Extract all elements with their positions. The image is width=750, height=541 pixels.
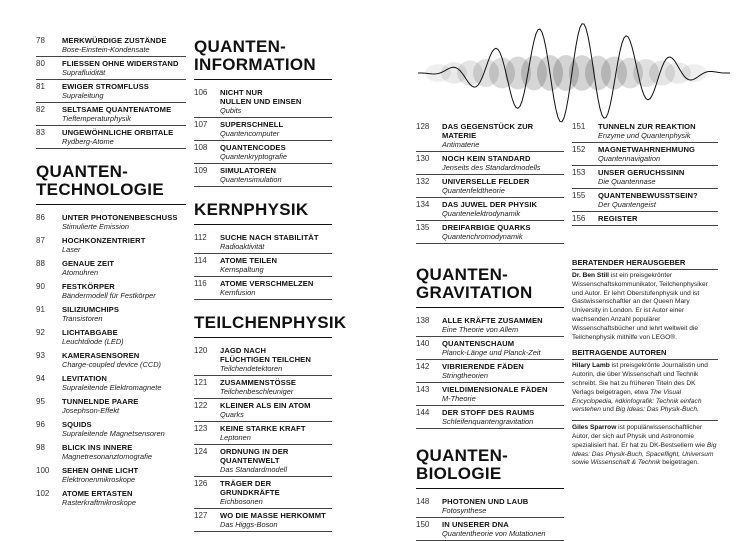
teilchenphysik-list [194, 344, 332, 532]
page-number: 122 [194, 401, 208, 410]
contents-entry [416, 495, 564, 518]
entry-title: QUANTENSCHAUM [442, 339, 515, 348]
entry-title: HOCHKONZENTRIERT [62, 236, 146, 245]
entry-title: TUNNELNDE PAARE [62, 397, 139, 406]
entry-subtitle: Quantennavigation [598, 154, 661, 163]
page-number: 124 [194, 447, 208, 456]
author1-title2: Big Ideas: Das Physik-Buch. [615, 406, 699, 414]
page-number: 123 [194, 424, 208, 433]
contents-entry [572, 212, 718, 226]
page-number: 132 [416, 177, 430, 186]
entry-title: VIBRIERENDE FÄDEN [442, 362, 524, 371]
entry-title: DAS JUWEL DER PHYSIK [442, 200, 538, 209]
entry-subtitle: Enzyme und Quantenphysik [598, 131, 691, 140]
entry-subtitle: Eine Theorie von Allem [442, 325, 519, 334]
page-number: 108 [194, 143, 208, 152]
entry-subtitle: Teilchenbeschleuniger [220, 387, 294, 396]
contents-entry [36, 395, 186, 418]
entry-title: EWIGER STROMFLUSS [62, 82, 149, 91]
contents-entry [36, 464, 186, 487]
entry-subtitle: Planck-Länge und Planck-Zeit [442, 348, 541, 357]
contents-entry [194, 118, 332, 141]
entry-subtitle: Teilchendetektoren [220, 364, 283, 373]
editor-name: Dr. Ben Still [572, 272, 610, 279]
page-number: 80 [36, 59, 45, 68]
contents-entry [194, 509, 332, 532]
entry-subtitle: Jenseits des Standardmodells [442, 163, 541, 172]
credits-heading-authors: BEITRAGENDE AUTOREN [572, 346, 718, 360]
entry-title: PHOTONEN UND LAUB [442, 497, 529, 506]
contents-entry [194, 231, 332, 254]
contents-entry [416, 221, 564, 244]
entry-subtitle: Radioaktivität [220, 242, 265, 251]
entry-subtitle: Quantensimulation [220, 175, 282, 184]
contents-column-middle [194, 0, 347, 532]
section-title-line1: QUANTEN- [416, 265, 509, 284]
entry-title: GENAUE ZEIT [62, 259, 115, 268]
entry-subtitle: Supraleitende Magnetsensoren [62, 429, 165, 438]
page-number: 134 [416, 200, 430, 209]
entry-subtitle: M-Theorie [442, 394, 476, 403]
page-number: 90 [36, 282, 45, 291]
section-title-line2: BIOLOGIE [416, 464, 502, 483]
page-number: 106 [194, 88, 208, 97]
entry-title: FESTKÖRPER [62, 282, 115, 291]
entry-title: ORDNUNG IN DER [220, 447, 289, 456]
entry-title-line2: FLÜCHTIGEN TEILCHEN [220, 355, 311, 364]
contents-entry [36, 257, 186, 280]
page-number: 91 [36, 305, 45, 314]
page-number: 153 [572, 168, 586, 177]
entry-subtitle: Quantenkryptografie [220, 152, 287, 161]
entry-title: IN UNSERER DNA [442, 520, 509, 529]
contents-entry [36, 280, 186, 303]
entry-title: UNIVERSELLE FELDER [442, 177, 530, 186]
contents-column-left [36, 0, 186, 510]
page-number: 114 [194, 256, 207, 265]
entry-title: NICHT NUR [220, 88, 263, 97]
section-heading-information [194, 38, 332, 80]
entry-subtitle: Atomuhren [62, 268, 99, 277]
page-number: 156 [572, 214, 586, 223]
section-title: TEILCHENPHYSIK [194, 313, 347, 332]
entry-title: KEINE STARKE KRAFT [220, 424, 306, 433]
information-list [194, 86, 332, 187]
entry-subtitle: Quantenelektrodynamik [442, 209, 521, 218]
contents-entry [194, 477, 332, 509]
contents-column-right-a [416, 0, 564, 541]
entry-title: ATOME VERSCHMELZEN [220, 279, 314, 288]
section-title-line1: QUANTEN- [36, 162, 129, 181]
page-number: 98 [36, 443, 45, 452]
author2-bio: ist populärwissenschaftlicher Autor, der sich auf Physik und Astronomie spezialisiert hat. Er hat zu DK-Bestsellern wie [572, 424, 707, 449]
author2-title2: Wissenschaft & Technik [590, 459, 661, 467]
entry-subtitle: Elektronenmikroskope [62, 475, 136, 484]
page-number: 83 [36, 128, 45, 137]
contents-entry [194, 254, 332, 277]
entry-title: TUNNELN ZUR REAKTION [598, 122, 696, 131]
page-number: 116 [194, 279, 207, 288]
contents-entry [36, 211, 186, 234]
contents-entry [194, 445, 332, 477]
entry-subtitle: Supraleitung [62, 91, 104, 100]
entry-title: MAGNETWAHRNEHMUNG [598, 145, 696, 154]
entry-subtitle: Bändermodell für Festkörper [62, 291, 156, 300]
entry-title: SUCHE NACH STABILITÄT [220, 233, 319, 242]
credits-author2-text [572, 420, 718, 468]
entry-title: KAMERASENSOREN [62, 351, 140, 360]
credits-editor-text [572, 272, 718, 342]
editor-bio: ist ein preisgekrönter Wissenschaftskommunikator, Teilchenphysiker und Autor. Er lehrt Oberstufenphysik und ist Gastwissenschaftler an der Queen Mary University in London. Er ist Autor einer wachsenden Anzahl populärer Wissenschaftsbücher und lehrt weltweit die Teilchenphysik mithilfe von LEGO®. [572, 272, 708, 341]
entry-title: DER STOFF DES RAUMS [442, 408, 535, 417]
entry-title: FLIESSEN OHNE WIDERSTAND [62, 59, 179, 68]
gravitation-list [416, 314, 564, 429]
page-number: 94 [36, 374, 45, 383]
contents-entry [36, 418, 186, 441]
page-number: 151 [572, 122, 586, 131]
contents-entry [572, 166, 718, 189]
page-number: 150 [416, 520, 430, 529]
page-number: 78 [36, 36, 45, 45]
entry-subtitle: Tieftemperaturphysik [62, 114, 131, 123]
contents-entry [416, 360, 564, 383]
entry-title: SELTSAME QUANTENATOME [62, 105, 172, 114]
section-heading-kernphysik [194, 201, 332, 225]
contents-entry [416, 337, 564, 360]
page-number: 81 [36, 82, 45, 91]
entry-subtitle: Das Standardmodell [220, 465, 287, 474]
entry-subtitle: Schleifenquantengravitation [442, 417, 534, 426]
author1-conj: und [600, 406, 616, 414]
contents-entry [194, 399, 332, 422]
contents-entry [36, 372, 186, 395]
page-number: 109 [194, 166, 208, 175]
author2-end: beigetragen. [660, 459, 699, 467]
page-number: 144 [416, 408, 430, 417]
page-number: 128 [416, 122, 430, 131]
entry-subtitle: Quantenchromodynamik [442, 232, 523, 241]
page-number: 88 [36, 259, 45, 268]
page-number: 155 [572, 191, 586, 200]
entry-title: ATOME ERTASTEN [62, 489, 133, 498]
entry-title: SQUIDS [62, 420, 92, 429]
entry-subtitle: Die Quantennase [598, 177, 656, 186]
page-number: 121 [194, 378, 208, 387]
contents-entry [194, 344, 332, 376]
entry-title: UNTER PHOTONENBESCHUSS [62, 213, 178, 222]
entry-subtitle: Supraleitende Elektromagnete [62, 383, 162, 392]
section-heading-technologie [36, 163, 186, 205]
section-title-line2: TECHNOLOGIE [36, 180, 164, 199]
page-number: 100 [36, 466, 50, 475]
entry-title: ALLE KRÄFTE ZUSAMMEN [442, 316, 543, 325]
contents-entry [194, 277, 332, 300]
page-number: 140 [416, 339, 430, 348]
page-number: 127 [194, 511, 208, 520]
entry-subtitle: Quantenfeldtheorie [442, 186, 505, 195]
contents-entry [416, 175, 564, 198]
contents-entry [36, 80, 186, 103]
entry-title: QUANTENCODES [220, 143, 286, 152]
contents-entry [194, 141, 332, 164]
page-number: 87 [36, 236, 45, 245]
entry-title: SEHEN OHNE LICHT [62, 466, 139, 475]
author1-titles: The Visual Encyclopedia, #dkinfografik: Technik einfach verstehen [572, 388, 702, 414]
contents-entry [36, 34, 186, 57]
entry-title: WO DIE MASSE HERKOMMT [220, 511, 326, 520]
page-number: 102 [36, 489, 50, 498]
page-number: 138 [416, 316, 430, 325]
page-number: 112 [194, 233, 207, 242]
entry-title: SILIZIUMCHIPS [62, 305, 119, 314]
contents-entry [416, 120, 564, 152]
entry-subtitle: Quantentheorie von Mutationen [442, 529, 546, 538]
entry-title: SUPERSCHNELL [220, 120, 284, 129]
credits-heading-editor: BERATENDER HERAUSGEBER [572, 256, 718, 270]
entry-title: REGISTER [598, 214, 638, 223]
entry-subtitle: Josephson-Effekt [62, 406, 120, 415]
entry-title-line2: MATERIE [442, 131, 477, 140]
entry-subtitle: Suprafluidität [62, 68, 106, 77]
entry-subtitle: Antimaterie [442, 140, 480, 149]
contents-entry [194, 422, 332, 445]
page-number: 143 [416, 385, 430, 394]
contents-entry [36, 487, 186, 510]
contents-entry [36, 349, 186, 372]
entry-subtitle: Rasterkraftmikroskope [62, 498, 136, 507]
entry-title-line2: QUANTENWELT [220, 456, 280, 465]
contents-entry [36, 126, 186, 149]
page-number: 120 [194, 346, 208, 355]
credits [572, 256, 718, 468]
page-number: 130 [416, 154, 430, 163]
entry-subtitle: Das Higgs-Boson [220, 520, 278, 529]
page-number: 148 [416, 497, 430, 506]
entry-subtitle: Quantencomputer [220, 129, 280, 138]
contents-entry [572, 120, 718, 143]
entry-title: ATOME TEILEN [220, 256, 278, 265]
contents-entry [36, 103, 186, 126]
entry-subtitle: Stimulierte Emission [62, 222, 129, 231]
entry-subtitle: Leptonen [220, 433, 251, 442]
section-title-line2: INFORMATION [194, 55, 316, 74]
technologie-list [36, 211, 186, 510]
entry-subtitle: Transistoren [62, 314, 103, 323]
page-number: 152 [572, 145, 586, 154]
credits-author1-text [572, 362, 718, 415]
page-number: 107 [194, 120, 208, 129]
entry-title-line2: NULLEN UND EINSEN [220, 97, 302, 106]
section-title-line1: QUANTEN- [194, 37, 287, 56]
contents-entry [36, 303, 186, 326]
entry-title: TRÄGER DER GRUNDKRÄFTE [220, 479, 280, 497]
biologie-list [416, 495, 564, 541]
entry-title: DREIFARBIGE QUARKS [442, 223, 531, 232]
contents-entry [194, 86, 332, 118]
entry-subtitle: Eichbosonen [220, 497, 263, 506]
section-heading-teilchenphysik [194, 313, 347, 338]
entry-title: SIMULATOREN [220, 166, 277, 175]
entry-title: JAGD NACH [220, 346, 267, 355]
author2-titles: Big Ideas: Das Physik-Buch, Spaceflight, Universum [572, 441, 717, 458]
entry-subtitle: Stringtheorien [442, 371, 489, 380]
section-title-line1: QUANTEN- [416, 446, 509, 465]
entry-subtitle: Leuchtdiode (LED) [62, 337, 124, 346]
page-number: 92 [36, 328, 45, 337]
entry-title: QUANTENBEWUSSTSEIN? [598, 191, 698, 200]
contents-entry [194, 164, 332, 187]
contents-entry [194, 376, 332, 399]
section-title: KERNPHYSIK [194, 200, 309, 219]
page-number: 135 [416, 223, 430, 232]
kernphysik-list [194, 231, 332, 300]
entry-subtitle: Charge-coupled device (CCD) [62, 360, 161, 369]
section-heading-biologie [416, 447, 564, 489]
author2-conj: sowie [572, 459, 591, 467]
entry-subtitle: Kernspaltung [220, 265, 264, 274]
contents-entry [416, 314, 564, 337]
entry-title: MERKWÜRDIGE ZUSTÄNDE [62, 36, 167, 45]
page-number: 95 [36, 397, 45, 406]
contents-entry [416, 198, 564, 221]
entry-title: ZUSAMMENSTÖSSE [220, 378, 297, 387]
author2-name: Giles Sparrow [572, 424, 617, 432]
contents-entry [572, 143, 718, 166]
section-heading-gravitation [416, 266, 564, 308]
contents-entry [416, 406, 564, 429]
author1-name: Hilary Lamb [572, 362, 610, 370]
entry-subtitle: Laser [62, 245, 81, 254]
entry-subtitle: Kernfusion [220, 288, 256, 297]
page-number: 142 [416, 362, 430, 371]
page-number: 126 [194, 479, 208, 488]
contents-entry [572, 189, 718, 212]
contents-entry [416, 383, 564, 406]
section-title-line2: GRAVITATION [416, 283, 533, 302]
page-number: 93 [36, 351, 45, 360]
page-number: 82 [36, 105, 45, 114]
entry-title: BLICK INS INNERE [62, 443, 133, 452]
entry-title: KLEINER ALS EIN ATOM [220, 401, 311, 410]
entry-title: VIELDIMENSIONALE FÄDEN [442, 385, 548, 394]
page-number: 96 [36, 420, 45, 429]
entry-subtitle: Magnetresonanztomografie [62, 452, 152, 461]
entry-subtitle: Rydberg-Atome [62, 137, 114, 146]
entry-subtitle: Der Quantengeist [598, 200, 656, 209]
entry-subtitle: Qubits [220, 106, 242, 115]
contents-entry [416, 518, 564, 541]
contents-column-right-b [572, 0, 718, 468]
entry-title: UNGEWÖHNLICHE ORBITALE [62, 128, 174, 137]
entry-subtitle: Quarks [220, 410, 244, 419]
contents-entry [36, 326, 186, 349]
contents-entry [36, 57, 186, 80]
contents-entry [416, 152, 564, 175]
entry-title: UNSER GERUCHSSINN [598, 168, 685, 177]
contents-entry [36, 234, 186, 257]
entry-title: DAS GEGENSTÜCK ZUR [442, 122, 534, 131]
contents-entry [36, 441, 186, 464]
entry-title: LICHTABGABE [62, 328, 118, 337]
entry-title: LEVITATION [62, 374, 108, 383]
entry-subtitle: Fotosynthese [442, 506, 487, 515]
entry-subtitle: Bose-Einstein-Kondensate [62, 45, 150, 54]
entry-title: NOCH KEIN STANDARD [442, 154, 531, 163]
author1-bio: ist preisgekrönte Journalistin und Autorin, die über Wissenschaft und Technik schreibt. Sie hat zu früheren Titeln des DK Verlags beigetragen, etwa [572, 362, 708, 396]
page-number: 86 [36, 213, 45, 222]
